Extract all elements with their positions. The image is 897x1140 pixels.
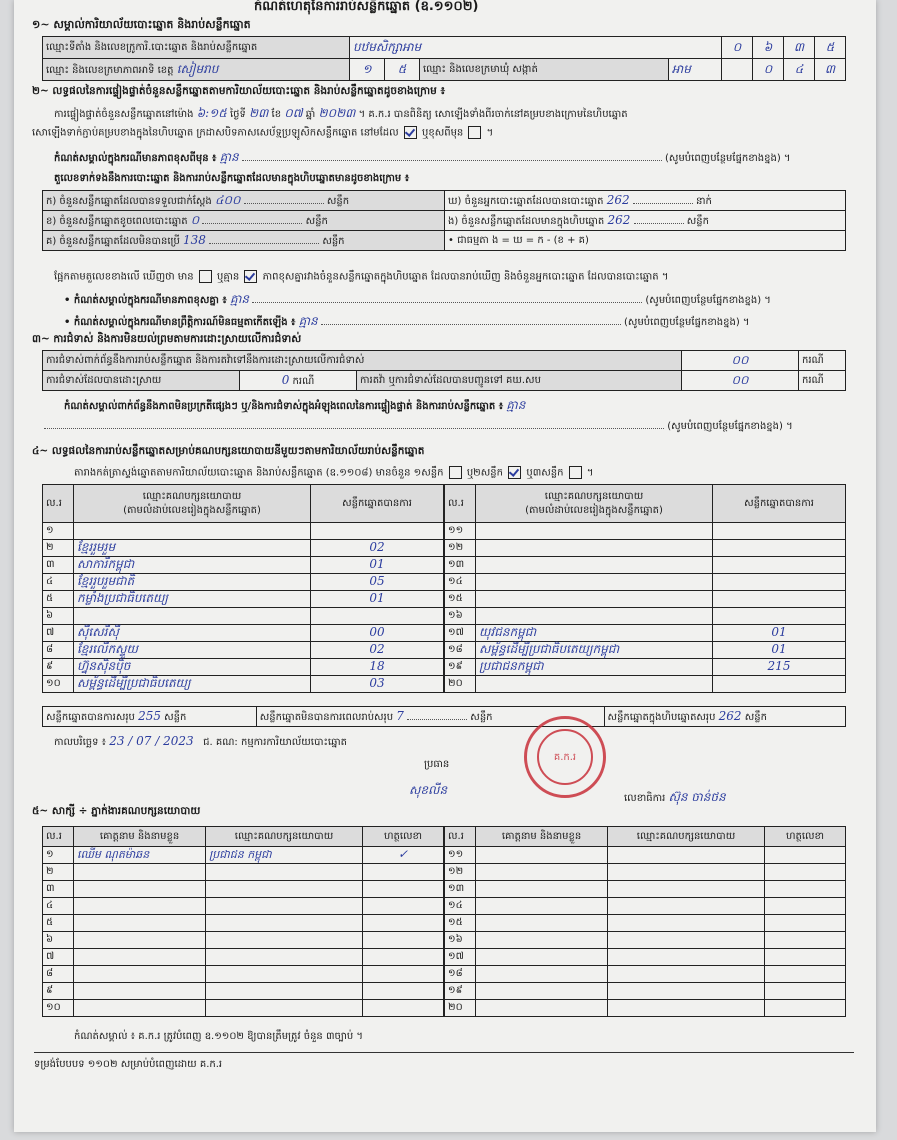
party-votes [713, 540, 846, 557]
party-name: ខ្មែរលើកស្ទួយ [74, 642, 311, 659]
section1-heading: ១~ សម្គាល់ការិយាល័យបោះឆ្នោត និងរាប់សន្លឹកឆ្នោត [32, 18, 251, 31]
row-no: ៥ [43, 915, 74, 932]
party-name [476, 557, 713, 574]
row-no: ១២ [445, 540, 476, 557]
province-value: សៀមរាប [176, 61, 219, 76]
province-code-2: ៥ [397, 61, 407, 76]
witness-signature [363, 932, 444, 949]
party-votes: 02 [311, 642, 444, 659]
row-no: ១៤ [445, 574, 476, 591]
commune-code-3: ៣ [824, 61, 836, 76]
time-value: ៦:១៥ [196, 106, 227, 120]
witness-party [608, 898, 765, 915]
result-row [43, 642, 444, 659]
col-votes: សន្លឹកឆ្នោតបានការ [311, 485, 444, 523]
section2-para1: ការផ្ទៀងផ្ទាត់ចំនួនសន្លឹកឆ្នោតនៅម៉ោង ៦:១៥ ថ្ងៃទី ២៣ ខែ ០៧ ឆ្នាំ ២០២៣ ។ គ.ក.រ បានពិនិត្យ សោឡើងទាំងពីរចាក់នៅគម្របខាងក្រោមនៃហិបឆ្នោត [54, 106, 628, 120]
row-no: ៤ [43, 574, 74, 591]
chair-label: ប្រធាន [424, 759, 450, 770]
col-sign: ហត្ថលេខា [765, 827, 846, 847]
party-name: ប្រជាជនកម្ពុជា [476, 659, 713, 676]
row-no: ១០ [43, 676, 74, 693]
day-value: ២៣ [249, 106, 269, 120]
party-name: ខ្មែររួបរួមជាតិ [74, 574, 311, 591]
row-no: ១៥ [445, 591, 476, 608]
location-digit-2: ៦ [763, 39, 773, 54]
witness-party [206, 864, 363, 881]
col-no: ល.រ [445, 827, 476, 847]
month-value: ០៧ [284, 106, 303, 120]
count-e: ង) ចំនួនសន្លឹកឆ្នោតដែលមានក្នុងហិបឆ្នោត 262 សន្លឹក [445, 211, 846, 231]
row-no: ១៩ [445, 983, 476, 1000]
forwarded-label: ការតវ៉ា ឬការជំទាស់ដែលបានបញ្ជូនទៅ គឃ.សប [357, 371, 682, 391]
row-no: ១២ [445, 864, 476, 881]
result-row [445, 523, 846, 540]
three-sheet-checkbox[interactable] [569, 466, 582, 479]
witness-row [43, 881, 444, 898]
witness-row [43, 915, 444, 932]
col-votes: សន្លឹកឆ្នោតបានការ [713, 485, 846, 523]
section3-heading: ៣~ ការជំទាស់ និងការមិនយល់ព្រមតាមការដោះស្រាយលើការជំទាស់ [32, 333, 302, 345]
form-title: កំណត់ហេតុនៃការរាប់សន្លឹកឆ្នោត (ឧ.១១០២) [254, 0, 479, 14]
witness-party [206, 949, 363, 966]
bullet2: • កំណត់សម្គាល់ក្នុងករណីមានព្រឹត្តិការណ៍មិនធម្មតាកើតឡើង ៖ គ្មាន (សូមបំពេញបន្ថែមផ្នែកខាងខ្នង) ។ [64, 314, 750, 328]
row-no: ១ [43, 847, 74, 864]
party-name [476, 608, 713, 625]
row-no: ២០ [445, 1000, 476, 1017]
total-valid: សន្លឹកឆ្នោតបានការសរុប 255 សន្លឹក [43, 707, 257, 727]
row-no: ២ [43, 864, 74, 881]
section4-heading: ៤~ លទ្ធផលនៃការរាប់សន្លឹកឆ្នោតសម្រាប់គណបក្សនយោបាយនីមួយៗតាមការិយាល័យរាប់សន្លឹកឆ្នោត [32, 445, 425, 457]
secretary: លេខាធិការ ស៊ុន ចាន់ថន [624, 790, 726, 804]
row-no: ៨ [43, 966, 74, 983]
party-votes: 01 [311, 591, 444, 608]
witness-name [476, 864, 608, 881]
total-in-box: សន្លឹកឆ្នោតក្នុងហិបឆ្នោតសរុប 262 សន្លឹក [604, 707, 845, 727]
party-votes [713, 523, 846, 540]
party-name: ស៊ីសេរីស៊ី [74, 625, 311, 642]
witness-name [74, 949, 206, 966]
count-a: ក) ចំនួនសន្លឹកឆ្នោតដែលបានទទួលជាក់ស្តែង ៤០០ សន្លឹក [43, 191, 445, 211]
result-row [43, 676, 444, 693]
result-row [43, 659, 444, 676]
row-no: ៩ [43, 659, 74, 676]
objection-value: ០០ [731, 352, 749, 367]
witness-name [476, 898, 608, 915]
witness-row [445, 949, 846, 966]
count-c: គ) ចំនួនសន្លឹកឆ្នោតដែលមិនបានប្រើ 138 សន្លឹក [43, 231, 445, 251]
location-value: បឋមសិក្សាអាម [350, 37, 722, 59]
row-no: ១៤ [445, 898, 476, 915]
witness-signature [363, 983, 444, 1000]
result-row [43, 625, 444, 642]
location-digit-3: ៣ [793, 39, 805, 54]
witness-row [43, 864, 444, 881]
section1-table [42, 36, 846, 81]
witness-signature [363, 915, 444, 932]
witness-party [608, 983, 765, 1000]
party-name: សម្ព័ន្ធដើម្បីប្រជាធិបតេយ្យ [74, 676, 311, 693]
resolved-label: ការជំទាស់ដែលបានដោះស្រាយ [43, 371, 240, 391]
witness-name [74, 881, 206, 898]
counts-table [42, 190, 846, 251]
row-no: ៨ [43, 642, 74, 659]
row-no: ៤ [43, 898, 74, 915]
col-party: ឈ្មោះគណបក្សនយោបាយ (តាមលំដាប់លេខរៀងក្នុងសន្លឹកឆ្នោត) [74, 485, 311, 523]
party-votes: 05 [311, 574, 444, 591]
result-row [445, 540, 846, 557]
resolved-value: 0 [281, 372, 290, 387]
party-votes: 18 [311, 659, 444, 676]
section4-intro: តារាងកត់ត្រាស្ទង់ឆ្នោតតាមការិយាល័យបោះឆ្នោត និងរាប់សន្លឹកឆ្នោត (ឧ.១១០៨) មានចំនួន ១សន្លឹក ឬ២សន្លឹក ឬ៣សន្លឹក ។ [74, 467, 594, 479]
party-name [476, 523, 713, 540]
witness-row [43, 932, 444, 949]
witness-party [608, 864, 765, 881]
seal-emblem-icon: គ.ក.រ [537, 729, 593, 785]
count-b: ខ) ចំនួនសន្លឹកឆ្នោតខូចពេលបោះឆ្នោត ០ សន្លឹក [43, 211, 445, 231]
witness-row [445, 932, 846, 949]
witness-signature [363, 864, 444, 881]
party-votes: 01 [713, 625, 846, 642]
witness-signature [765, 1000, 846, 1017]
witness-row [445, 1000, 846, 1017]
col-name: គោត្តនាម និងនាមខ្លួន [74, 827, 206, 847]
row-no: ១៨ [445, 966, 476, 983]
witness-row [43, 949, 444, 966]
result-row [445, 659, 846, 676]
witness-party [608, 1000, 765, 1017]
col-party: ឈ្មោះគណបក្សនយោបាយ [206, 827, 363, 847]
result-row [445, 574, 846, 591]
witness-name [74, 1000, 206, 1017]
result-row [43, 523, 444, 540]
commune-code-2: ៤ [794, 61, 804, 76]
different-checkbox[interactable] [468, 126, 481, 139]
result-row [445, 591, 846, 608]
witness-row [445, 983, 846, 1000]
witness-row [43, 847, 444, 864]
commune-label: ឈ្មោះ និងលេខក្រមាឃុំ សង្កាត់ [420, 59, 669, 81]
result-row [445, 625, 846, 642]
result-row [43, 574, 444, 591]
row-no: ១១ [445, 847, 476, 864]
party-name: ហ្វ៊ុនស៊ិនប៉ិច [74, 659, 311, 676]
witness-signature [765, 932, 846, 949]
location-digit-4: ៥ [825, 39, 835, 54]
province-label: ឈ្មោះ និងលេខក្រមាភាពអាទិ ខេត្ត សៀមរាប [43, 59, 350, 81]
one-sheet-checkbox[interactable] [449, 466, 462, 479]
party-name: ខ្មែររួមរួម [74, 540, 311, 557]
col-no: ល.រ [43, 485, 74, 523]
party-votes [713, 676, 846, 693]
same-as-before-checkbox[interactable] [404, 126, 417, 139]
result-row [445, 676, 846, 693]
witness-row [445, 847, 846, 864]
row-no: ១៥ [445, 915, 476, 932]
party-votes: 01 [713, 642, 846, 659]
witness-signature [363, 898, 444, 915]
witness-party [206, 898, 363, 915]
results-table-right [444, 484, 846, 693]
witness-name: ឈើម ណុតម៉ាឆន [74, 847, 206, 864]
witness-row [445, 966, 846, 983]
section2-note: កំណត់សម្គាល់ក្នុងករណីមានភាពខុសពីមុន ៖ គ្មាន (សូមបំពេញបន្ថែមផ្នែកខាងខ្នង) ។ [54, 150, 791, 164]
col-party: ឈ្មោះគណបក្សនយោបាយ (តាមលំដាប់លេខរៀងក្នុងសន្លឹកឆ្នោត) [476, 485, 713, 523]
row-no: ១ [43, 523, 74, 540]
witness-name [476, 1000, 608, 1017]
witness-signature [765, 915, 846, 932]
witness-party [206, 932, 363, 949]
footer-divider [34, 1052, 854, 1053]
row-no: ១៦ [445, 608, 476, 625]
witness-name [476, 881, 608, 898]
commune-code-1: ០ [763, 61, 773, 76]
row-no: ១៩ [445, 659, 476, 676]
witness-name [74, 932, 206, 949]
col-no: ល.រ [43, 827, 74, 847]
witness-party [206, 881, 363, 898]
witness-name [476, 915, 608, 932]
chair-name: សុខលីន [409, 783, 448, 797]
witness-row [445, 864, 846, 881]
witness-name [476, 966, 608, 983]
witness-row [445, 898, 846, 915]
row-no: ៧ [43, 625, 74, 642]
official-seal [524, 716, 606, 798]
party-name [476, 540, 713, 557]
result-row [43, 540, 444, 557]
witness-signature [363, 949, 444, 966]
row-no: ១៦ [445, 932, 476, 949]
witness-party [206, 915, 363, 932]
result-row [445, 642, 846, 659]
totals-table [42, 706, 846, 727]
witness-party [608, 881, 765, 898]
signing-date: កាលបរិច្ឆេទ ៖ 23 / 07 / 2023 ជ. គណ: កម្មការការិយាល័យបោះឆ្នោត [54, 734, 347, 748]
witness-name [74, 898, 206, 915]
witness-party [608, 932, 765, 949]
form-sheet [14, 0, 876, 1132]
witness-signature [765, 847, 846, 864]
section3-table: ការជំទាស់ពាក់ព័ន្ធនឹងការរាប់សន្លឹកឆ្នោត និងការតវ៉ាទៅនឹងការដោះស្រាយលើការជំទាស់ ០០ ករណី ការជំទាស់ដែលបានដោះស្រាយ 0 ករណី ការតវ៉ា ឬការជំទាស់ដែលបានបញ្ជូនទៅ គឃ.សប ០០ ករណី [42, 350, 846, 391]
party-name: កម្លាំងប្រជាធិបតេយ្យ [74, 591, 311, 608]
witness-signature [765, 898, 846, 915]
party-votes [311, 523, 444, 540]
witness-name [476, 949, 608, 966]
witness-row [43, 898, 444, 915]
col-name: គោត្តនាម និងនាមខ្លួន [476, 827, 608, 847]
witness-signature [363, 966, 444, 983]
result-row [445, 557, 846, 574]
witness-signature [765, 949, 846, 966]
witness-name [74, 915, 206, 932]
row-no: ១១ [445, 523, 476, 540]
row-no: ៦ [43, 608, 74, 625]
discrepancy-line: ផ្អែកតាមតួលេខខាងលើ ឃើញថា មាន ឬគ្មាន ភាពខុសគ្នារវាងចំនួនសន្លឹកឆ្នោតក្នុងហិបឆ្នោត ដែលបានរាប់ឃើញ និងចំនួនអ្នកបោះឆ្នោត ដែលបានបោះឆ្នោត ។ [54, 271, 669, 283]
commune-value: អាម [671, 61, 691, 76]
party-votes [713, 574, 846, 591]
witness-name [476, 847, 608, 864]
results-table-left [42, 484, 444, 693]
witness-signature [765, 966, 846, 983]
party-votes [713, 591, 846, 608]
form-footer: ទម្រង់បែបបទ ១១០២ សម្រាប់បំពេញដោយ គ.ក.រ [34, 1059, 223, 1070]
party-name [74, 523, 311, 540]
witness-name [74, 864, 206, 881]
witness-signature: ✓ [363, 847, 444, 864]
section2-heading: ២~ លទ្ធផលនៃការផ្ទៀងផ្ទាត់ចំនួនសន្លឹកឆ្នោតតាមការិយាល័យបោះឆ្នោត និងរាប់សន្លឹកឆ្នោតដូចខាងក្រោម ៖ [32, 85, 446, 97]
counts-intro: តួលេខទាក់ទងនឹងការបោះឆ្នោត និងការរាប់សន្លឹកឆ្នោតដែលមានក្នុងហិបឆ្នោតមានដូចខាងក្រោម ៖ [54, 173, 410, 184]
party-votes: 01 [311, 557, 444, 574]
location-digit-1: ០ [732, 39, 742, 54]
party-name: សម្ព័ន្ធដើម្បីប្រជាធិបតេយ្យកម្ពុជា [476, 642, 713, 659]
col-sign: ហត្ថលេខា [363, 827, 444, 847]
row-no: ១៧ [445, 949, 476, 966]
witness-signature [363, 1000, 444, 1017]
witness-party [608, 949, 765, 966]
row-no: ១០ [43, 1000, 74, 1017]
section2-para2: សោឡើងទាក់ភ្ជាប់គម្របខាងក្នុងនៃហិបឆ្នោត ក្រដាសបិទភាសសេប័ទ្មប្រឡូសិកសន្លឹកឆ្នោត នៅមដែល ឬខុសពីមុន ។ [32, 127, 494, 139]
witness-row [43, 1000, 444, 1017]
row-no: ៣ [43, 557, 74, 574]
row-no: ១៣ [445, 557, 476, 574]
section3-note: កំណត់សម្គាល់ពាក់ព័ន្ធនឹងភាពមិនប្រក្រតីផ្សេងៗ ឬ/និងការជំទាស់ក្នុងអំឡុងពេលនៃការផ្ទៀងផ្ទាត់ និងការរាប់សន្លឹកឆ្នោត ៖ គ្មាន [64, 398, 526, 412]
result-row [43, 608, 444, 625]
two-sheet-checkbox[interactable] [508, 466, 521, 479]
witness-signature [765, 864, 846, 881]
formula: • ជាធម្មតា ង = ឃ = ក - (ខ + គ) [445, 231, 846, 251]
row-no: ១៣ [445, 881, 476, 898]
party-votes: 215 [713, 659, 846, 676]
objection-label: ការជំទាស់ពាក់ព័ន្ធនឹងការរាប់សន្លឹកឆ្នោត និងការតវ៉ាទៅនឹងការដោះស្រាយលើការជំទាស់ [43, 351, 682, 371]
bullet1: • កំណត់សម្គាល់ក្នុងករណីមានភាពខុសគ្នា ៖ គ្មាន (សូមបំពេញបន្ថែមផ្នែកខាងខ្នង) ។ [64, 292, 771, 306]
party-name [476, 676, 713, 693]
party-name [476, 574, 713, 591]
year-value: ២០២៣ [318, 106, 356, 120]
col-party: ឈ្មោះគណបក្សនយោបាយ [608, 827, 765, 847]
count-d: ឃ) ចំនួនអ្នកបោះឆ្នោតដែលបានបោះឆ្នោត 262 នាក់ [445, 191, 846, 211]
section5-heading: ៥~ សាក្សី ÷ ភ្នាក់ងារគណបក្សនយោបាយ [32, 805, 201, 817]
row-no: ២០ [445, 676, 476, 693]
has-discrepancy-checkbox[interactable] [199, 270, 212, 283]
forwarded-unit: ករណី [799, 371, 846, 391]
witness-table-right [444, 826, 846, 1017]
witness-row [43, 983, 444, 1000]
no-discrepancy-checkbox[interactable] [244, 270, 257, 283]
party-name [74, 608, 311, 625]
row-no: ១៧ [445, 625, 476, 642]
row-no: ៦ [43, 932, 74, 949]
witness-party [608, 847, 765, 864]
witness-party: ប្រជាជន កម្ពុជា [206, 847, 363, 864]
witness-party [206, 1000, 363, 1017]
witness-row [445, 915, 846, 932]
section5-note: កំណត់សម្គាល់ ៖ គ.ក.រ ត្រូវបំពេញ ឧ.១១០២ ឱ្យបានត្រឹមត្រូវ ចំនួន ៣ច្បាប់ ។ [74, 1031, 363, 1042]
witness-name [74, 983, 206, 1000]
row-no: ៩ [43, 983, 74, 1000]
row-no: ៧ [43, 949, 74, 966]
witness-signature [765, 983, 846, 1000]
row-no: ២ [43, 540, 74, 557]
witness-party [206, 966, 363, 983]
witness-table-left [42, 826, 444, 1017]
province-code-1: ១ [362, 61, 372, 76]
row-no: ៣ [43, 881, 74, 898]
witness-name [74, 966, 206, 983]
party-votes [713, 608, 846, 625]
witness-row [43, 966, 444, 983]
witness-signature [765, 881, 846, 898]
col-no: ល.រ [445, 485, 476, 523]
total-invalid: សន្លឹកឆ្នោតមិនបានការពេលរាប់សរុប 7 សន្លឹក [256, 707, 604, 727]
note-value: គ្មាន [219, 150, 239, 164]
witness-name [476, 932, 608, 949]
party-votes: 02 [311, 540, 444, 557]
section3-hint-line: (សូមបំពេញបន្ថែមផ្នែកខាងខ្នង) ។ [44, 420, 844, 434]
witness-party [608, 915, 765, 932]
result-row [43, 591, 444, 608]
party-votes: 03 [311, 676, 444, 693]
witness-party [206, 983, 363, 1000]
witness-name [476, 983, 608, 1000]
party-name [476, 591, 713, 608]
party-name: យុវជនកម្ពុជា [476, 625, 713, 642]
objection-unit: ករណី [799, 351, 846, 371]
result-row [43, 557, 444, 574]
witness-party [608, 966, 765, 983]
row-no: ១៨ [445, 642, 476, 659]
witness-signature [363, 881, 444, 898]
witness-row [445, 881, 846, 898]
party-votes [311, 608, 444, 625]
party-votes: 00 [311, 625, 444, 642]
party-votes [713, 557, 846, 574]
result-row [445, 608, 846, 625]
party-name: សាការីកម្ពុជា [74, 557, 311, 574]
row-no: ៥ [43, 591, 74, 608]
forwarded-value: ០០ [731, 372, 749, 387]
location-label: ឈ្មោះទីតាំង និងលេខក្រូការិ.បោះឆ្នោត និងរាប់សន្លឹកឆ្នោត [43, 37, 350, 59]
